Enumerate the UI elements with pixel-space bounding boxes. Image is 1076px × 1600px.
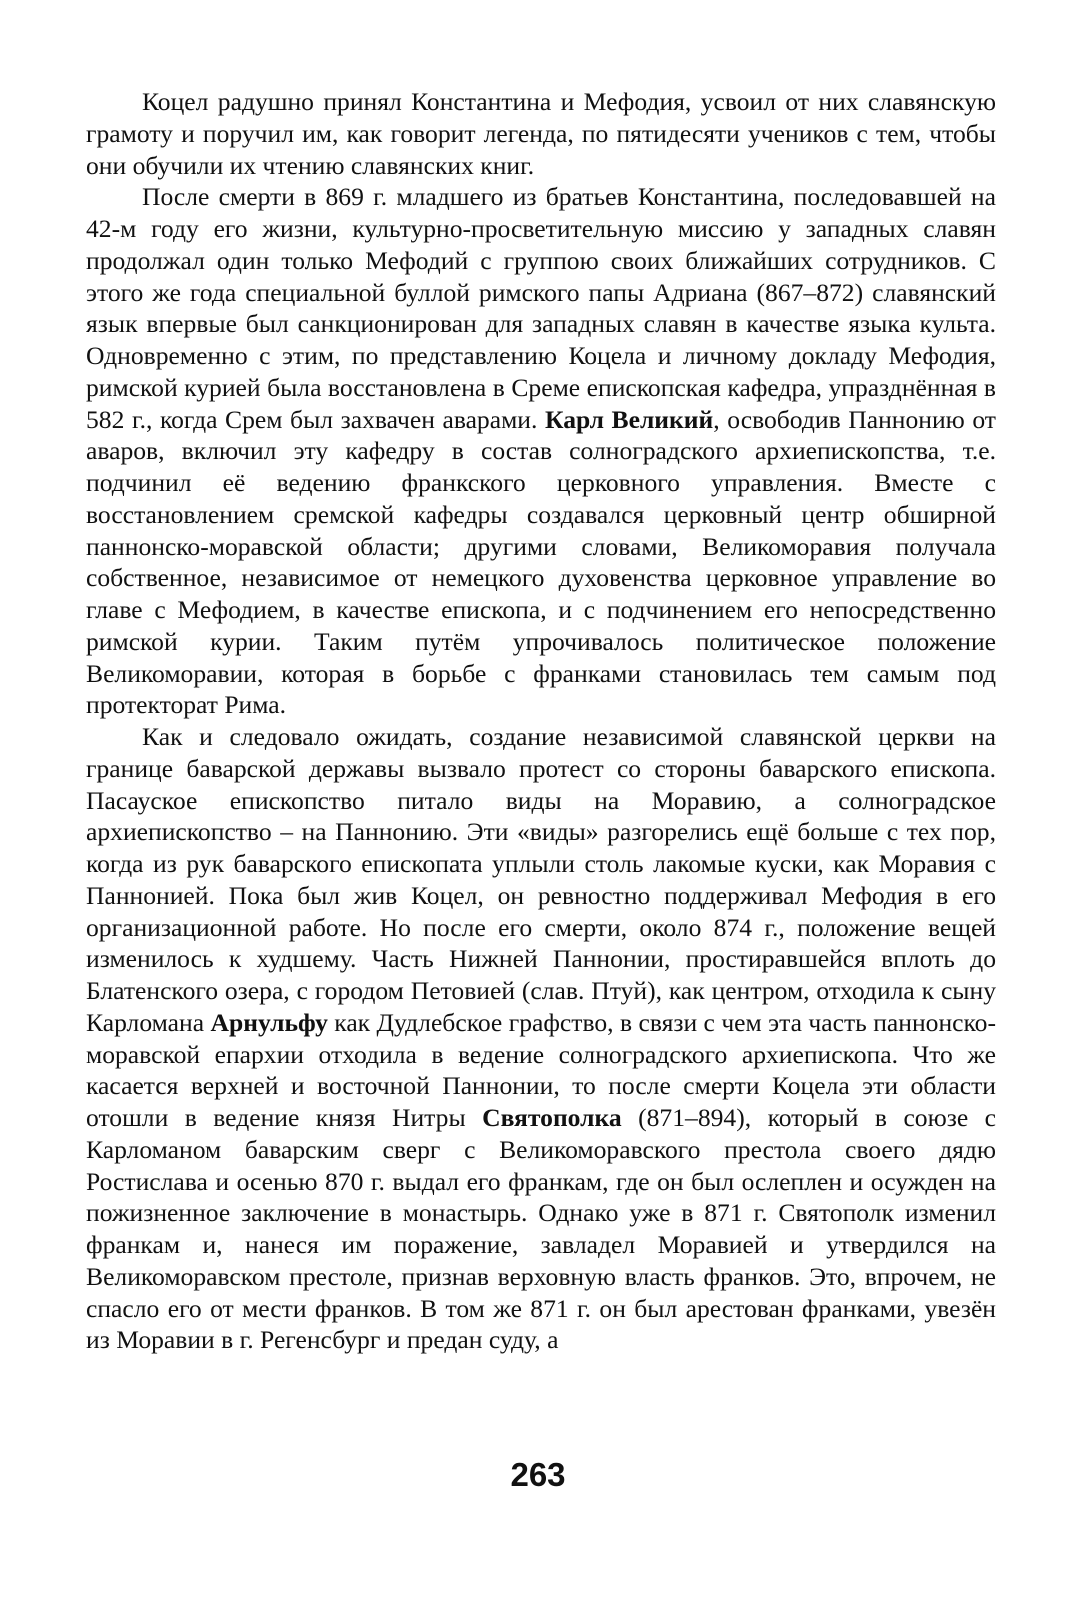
text-segment: После смерти в 869 г. младшего из братьев Константина, последовавшей на 42-м году его жизни, культурно-просветительную миссию у западных славян продолжал один только Мефодий с группою своих ближайших сотрудников. С этого же года специальной буллой римского папы Адриана (867–872) славянский язык впервые был санкционирован для западных славян в качестве языка культа. Одновременно с этим, по представлению Коцела и личному докладу Мефодия, римской курией была восстановлена в Среме епископская кафедра, упразднённая в 582 г., когда Срем был захвачен аварами. xyxy=(86,182,996,434)
paragraph-kocel-welcome xyxy=(86,86,996,181)
text-segment: Как и следовало ожидать, создание независимой славянской церкви на границе баварской державы вызвало протест со стороны баварского епископа. Пасауское епископство питало виды на Моравию, а солноградское архиепископство – на Паннонию. Эти «виды» разгорелись ещё больше с тех пор, когда из рук баварского епископата уплыли столь лакомые куски, как Моравия с Паннонией. Пока был жив Коцел, он ревностно поддерживал Мефодия в его организационной работе. Но после его смерти, около 874 г., положение вещей изменилось к худшему. Часть Нижней Паннонии, простиравшейся вплоть до Блатенского озера, с городом Петовией (слав. Птуй), как центром, отходила к сыну Карломана xyxy=(86,722,996,1037)
page-number: 263 xyxy=(510,1456,566,1493)
text-segment: , освободив Паннонию от аваров, включил эту кафедру в состав солноградского архиепископства, т.е. подчинил её ведению франкского церковного управления. Вместе с восстановлением сремской кафедры создавался церковный центр обширной паннонско-моравской области; другими словами, Великоморавия получала собственное, независимое от немецкого духовенства церковное управление во главе с Мефодием, в качестве епископа, и с подчинением его непосредственно римской курии. Таким путём упрочивалось политическое положение Великоморавии, которая в борьбе с франками становилась тем самым под протекторат Рима. xyxy=(86,404,996,720)
page-body xyxy=(86,86,996,1356)
bold-name-karl: Карл Великий xyxy=(544,404,714,434)
text-segment: (871–894), который в союзе с Карломаном баварским сверг с Великоморавского престола своего дядю Ростислава и осенью 870 г. выдал его франкам, где он был ослеплен и осужден на пожизненное заключение в монастырь. Однако уже в 871 г. Святополк изменил франкам и, нанеся им поражение, завладел Моравией и утвердился на Великоморавском престоле, признав верховную власть франков. Это, впрочем, не спасло его от мести франков. В том же 871 г. он был арестован франками, увезён из Моравии в г. Регенсбург и предан суду, а xyxy=(86,1103,996,1355)
bold-name-arnulf: Арнульфу xyxy=(210,1007,328,1037)
paragraph-bavarian-protest xyxy=(86,721,996,1356)
paragraph-after-869 xyxy=(86,181,996,721)
bold-name-svatopluk: Святополка xyxy=(482,1103,622,1132)
text-segment: Коцел радушно принял Константина и Мефодия, усвоил от них славянскую грамоту и поручил им, как говорит легенда, по пятидесяти учеников с тем, чтобы они обучили их чтению славянских книг. xyxy=(86,87,996,180)
text-segment: как Дудлебское графство, в связи с чем эта часть паннонско-моравской епархии отходила в ведение солноградского архиепископа. Что же касается верхней и восточной Паннонии, то после смерти Коцела эти области отошли в ведение князя Нитры xyxy=(86,1007,996,1132)
